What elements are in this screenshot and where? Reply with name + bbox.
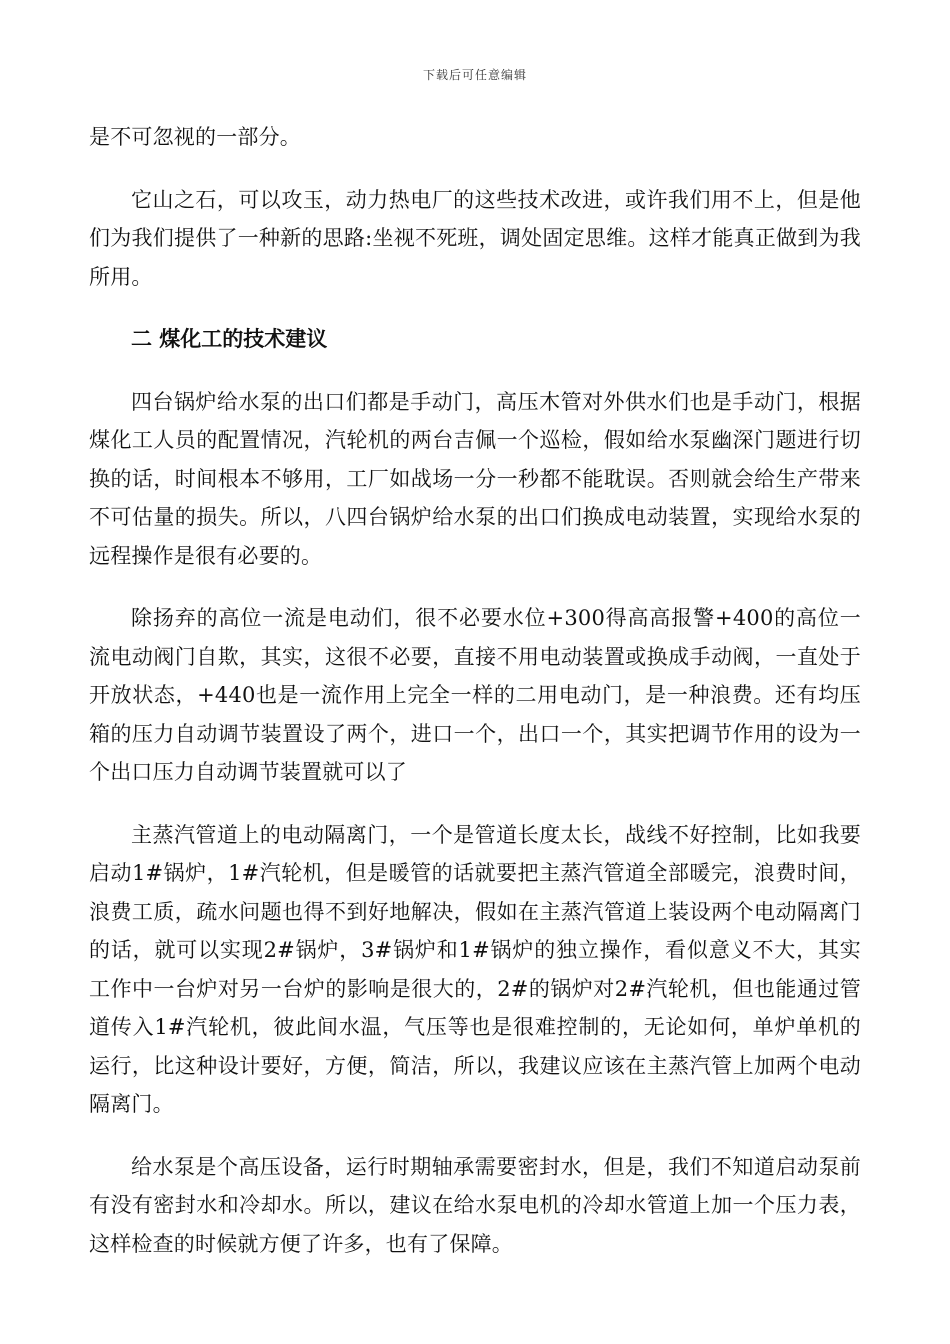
paragraph-feedwater-pump: 四台锅炉给水泵的出口们都是手动门，高压木管对外供水们也是手动门，根据煤化工人员的配置情况，汽轮机的两台吉佩一个巡检，假如给水泵幽深门题进行切换的话，时间根本不够用，工厂如战场一分一秒都不能耽误。否则就会给生产带来不可估量的损失。所以，八四台锅炉给水泵的出口们换成电动装置，实现给水泵的远程操作是很有必要的。 [89, 389, 861, 568]
page-header: 下载后可任意编辑 [422, 68, 527, 82]
paragraph-seal-water: 给水泵是个高压设备，运行时期轴承需要密封水，但是，我们不知道启动泵前有没有密封水和冷却水。所以，建议在给水泵电机的冷却水管道上加一个压力表，这样检查的时候就方便了许多，也有了保障。 [89, 1154, 861, 1256]
paragraph-continuation: 是不可忽视的一部分。 [89, 125, 301, 149]
paragraph-high-level: 除扬弃的高位一流是电动们，很不必要水位+300得高高报警+400的高位一流电动阀门自欺，其实，这很不必要，直接不用电动装置或换成手动阀，一直处于开放状态，+440也是一流作用上完全一样的二用电动门，是一种浪费。还有均压箱的压力自动调节装置设了两个，进口一个，出口一个，其实把调节作用的设为一个出口压力自动调节装置就可以了 [89, 606, 861, 784]
paragraph-main-steam: 主蒸汽管道上的电动隔离门，一个是管道长度太长，战线不好控制，比如我要启动1#锅炉，1#汽轮机，但是暖管的话就要把主蒸汽管道全部暖完，浪费时间，浪费工质，疏水问题也得不到好地解决，假如在主蒸汽管道上装设两个电动隔离门的话，就可以实现2#锅炉，3#锅炉和1#锅炉的独立操作，看似意义不大，其实工作中一台炉对另一台炉的影响是很大的，2#的锅炉对2#汽轮机，但也能通过管道传入1#汽轮机，彼此间水温，气压等也是很难控制的，无论如何，单炉单机的运行，比这种设计要好，方便，简洁，所以，我建议应该在主蒸汽管上加两个电动隔离门。 [89, 822, 861, 1116]
document-body [89, 118, 861, 1263]
paragraph-intro: 它山之石，可以攻玉，动力热电厂的这些技术改进，或许我们用不上，但是他们为我们提供了一种新的思路:坐视不死班，调处固定思维。这样才能真正做到为我所用。 [89, 187, 861, 289]
section-heading: 二 煤化工的技术建议 [131, 326, 328, 351]
